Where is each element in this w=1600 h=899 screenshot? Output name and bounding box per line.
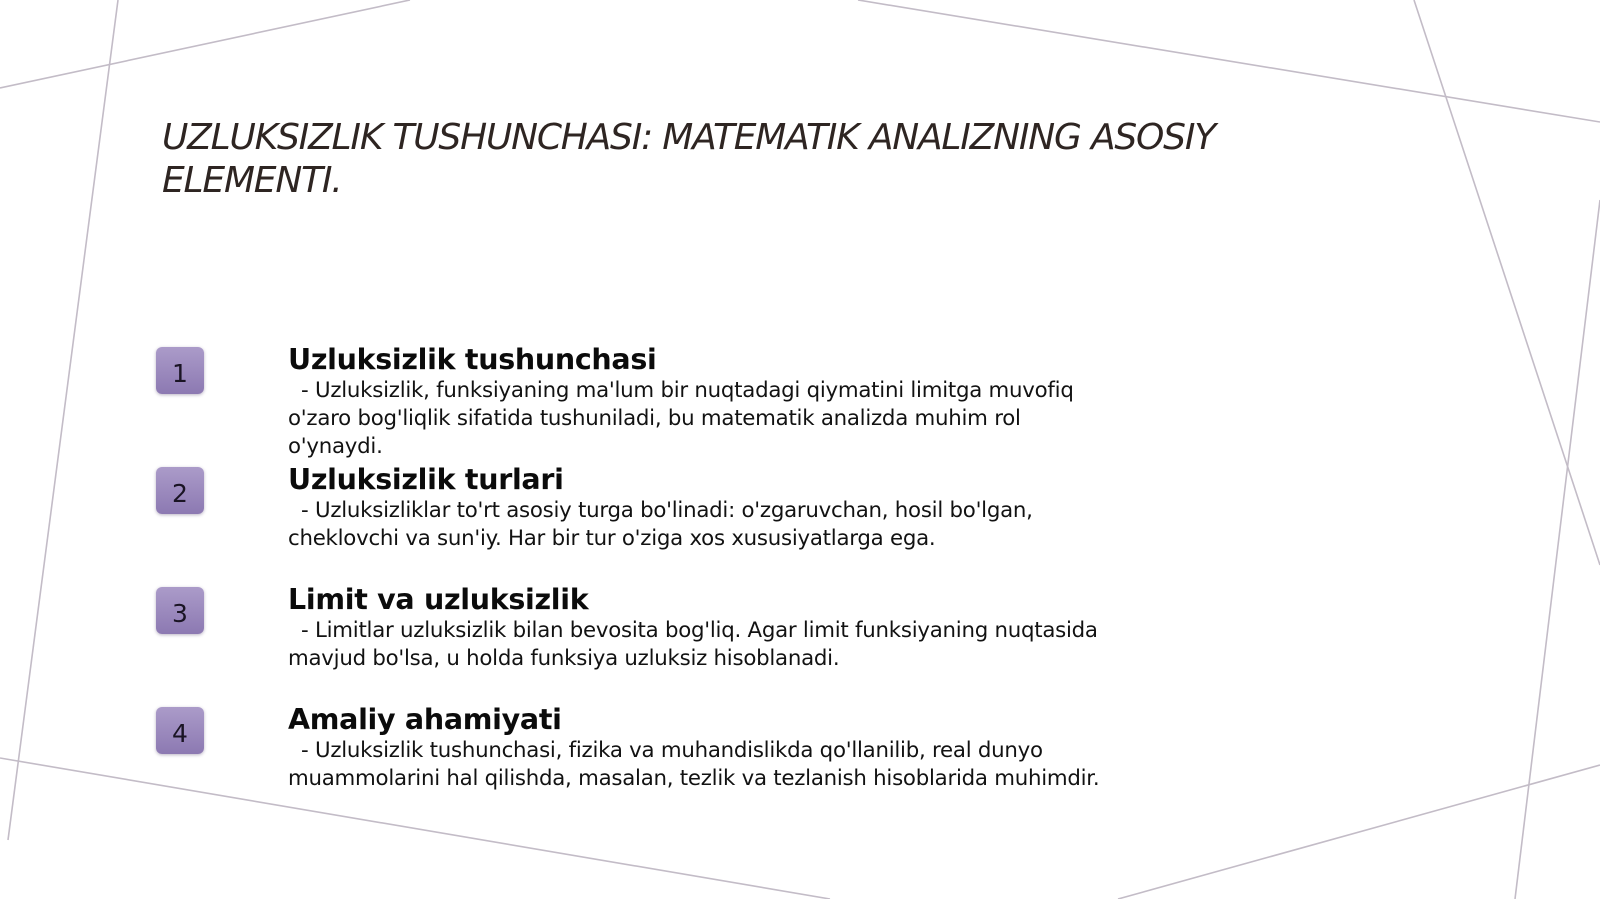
item-heading-4: Amaliy ahamiyati [288, 703, 562, 736]
bg-line-right-vertical [1515, 200, 1600, 899]
slide-title: UZLUKSIZLIK TUSHUNCHASI: MATEMATIK ANALIZNING ASOSIY ELEMENTI. [162, 117, 1216, 201]
bg-line-right-diagonal [1414, 0, 1600, 565]
bg-line-top-left [0, 0, 410, 88]
item-heading-1: Uzluksizlik tushunchasi [288, 343, 657, 376]
item-body-2: - Uzluksizliklar to'rt asosiy turga bo'linadi: o'zgaruvchan, hosil bo'lgan, cheklovchi va sun'iy. Har bir tur o'ziga xos xususiyatlarga ega. [288, 498, 1040, 551]
item-number-badge-3: 3 [156, 587, 204, 634]
item-number-badge-1: 1 [156, 347, 204, 394]
bg-line-left-vertical [8, 0, 118, 840]
bg-line-bottom-right [1118, 765, 1600, 899]
item-number-badge-2: 2 [156, 467, 204, 514]
item-heading-2: Uzluksizlik turlari [288, 463, 564, 496]
list-item-2 [288, 463, 1108, 553]
list-item-1 [288, 343, 1108, 461]
list-item-4 [288, 703, 1108, 793]
item-number-badge-4: 4 [156, 707, 204, 754]
list-item-3 [288, 583, 1108, 673]
item-body-4: - Uzluksizlik tushunchasi, fizika va muhandislikda qo'llanilib, real dunyo muammolarini hal qilishda, masalan, tezlik va tezlanish hisoblarida muhimdir. [288, 738, 1100, 791]
item-body-1: - Uzluksizlik, funksiyaning ma'lum bir nuqtadagi qiymatini limitga muvofiq o'zaro bog'liqlik sifatida tushuniladi, bu matematik analizda muhim rol o'ynaydi. [288, 378, 1081, 459]
item-body-3: - Limitlar uzluksizlik bilan bevosita bog'liq. Agar limit funksiyaning nuqtasida mavjud bo'lsa, u holda funksiya uzluksiz hisoblanadi. [288, 618, 1105, 671]
item-heading-3: Limit va uzluksizlik [288, 583, 589, 616]
bg-line-top-right [858, 0, 1600, 122]
